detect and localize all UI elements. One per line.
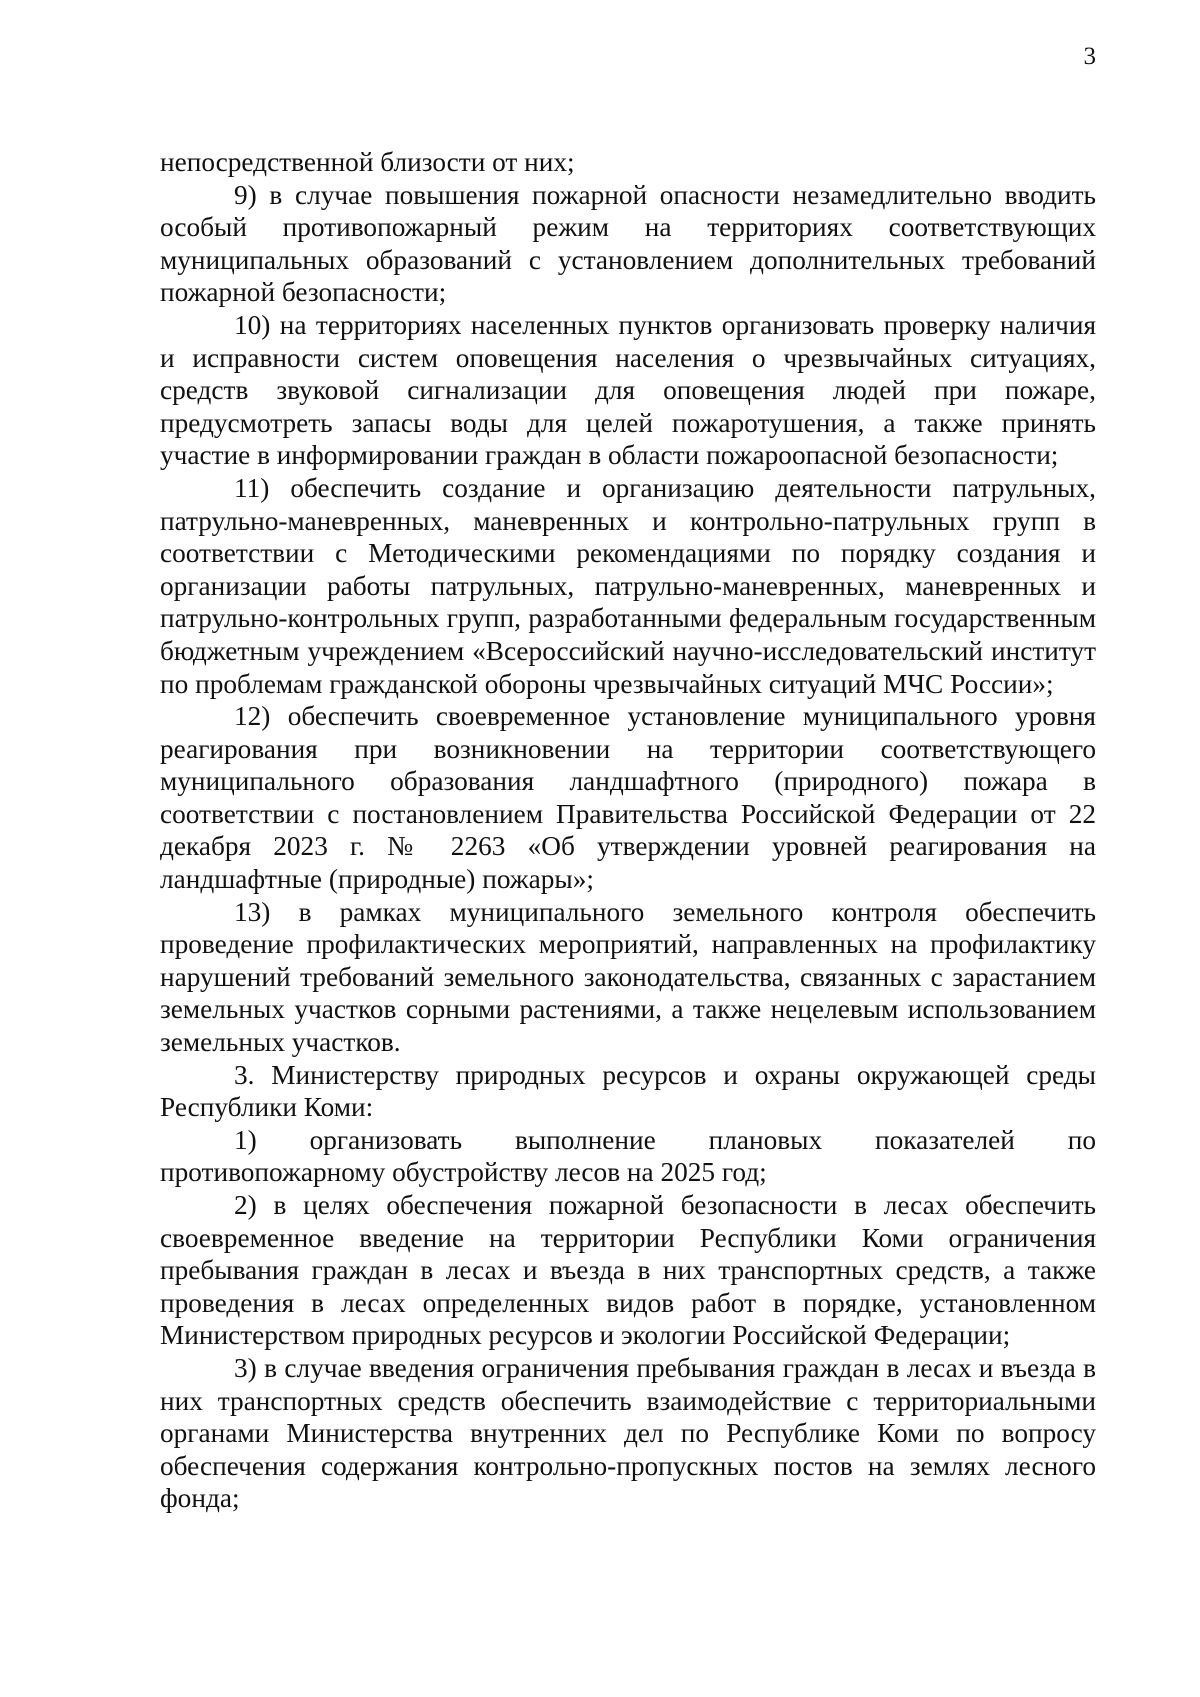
paragraph-subitem-3: 3) в случае введения ограничения пребывания граждан в лесах и въезда в них транспортных средств обеспечить взаимодействие с территориальными органами Министерства внутренних дел по Республике Коми по вопросу обеспечения содержания контрольно-пропускных постов на землях лесного фонда;	[160, 1352, 1096, 1514]
paragraph-section-3: 3. Министерству природных ресурсов и охраны окружающей среды Республики Коми:	[160, 1059, 1096, 1123]
paragraph-item-9: 9) в случае повышения пожарной опасности незамедлительно вводить особый противопожарный режим на территориях соответствующих муниципальных образований с установлением дополнительных требований пожарной безопасности;	[160, 179, 1096, 308]
paragraph-item-10: 10) на территориях населенных пунктов организовать проверку наличия и исправности систем оповещения населения о чрезвычайных ситуациях, средств звуковой сигнализации для оповещения людей при пожаре, предусмотреть запасы воды для целей пожаротушения, а также принять участие в информировании граждан в области пожароопасной безопасности;	[160, 309, 1096, 471]
paragraph-item-11: 11) обеспечить создание и организацию деятельности патрульных, патрульно-маневренных, маневренных и контрольно-патрульных групп в соответствии с Методическими рекомендациями по порядку создания и организации работы патрульных, патрульно-маневренных, маневренных и патрульно-контрольных групп, разработанными федеральным государственным бюджетным учреждением «Всероссийский научно-исследовательский институт по проблемам гражданской обороны чрезвычайных ситуаций МЧС России»;	[160, 472, 1096, 699]
paragraph-continuation: непосредственной близости от них;	[160, 147, 575, 177]
paragraph-item-13: 13) в рамках муниципального земельного контроля обеспечить проведение профилактических мероприятий, направленных на профилактику нарушений требований земельного законодательства, связанных с зарастанием земельных участков сорными растениями, а также нецелевым использованием земельных участков.	[160, 896, 1096, 1058]
paragraph-subitem-1: 1) организовать выполнение плановых показателей по противопожарному обустройству лесов на 2025 год;	[160, 1124, 1096, 1188]
page-number: 3	[1083, 43, 1096, 70]
paragraph-subitem-2: 2) в целях обеспечения пожарной безопасности в лесах обеспечить своевременное введение на территории Республики Коми ограничения пребывания граждан в лесах и въезда в них транспортных средств, а также проведения в лесах определенных видов работ в порядке, установленном Министерством природных ресурсов и экологии Российской Федерации;	[160, 1190, 1096, 1351]
paragraph-item-12: 12) обеспечить своевременное установление муниципального уровня реагирования при возникновении на территории соответствующего муниципального образования ландшафтного (природного) пожара в соответствии с постановлением Правительства Российской Федерации от 22 декабря 2023 г. № 2263 «Об утверждении уровней реагирования на ландшафтные (природные) пожары»;	[160, 701, 1096, 895]
document-body	[160, 146, 1096, 1515]
